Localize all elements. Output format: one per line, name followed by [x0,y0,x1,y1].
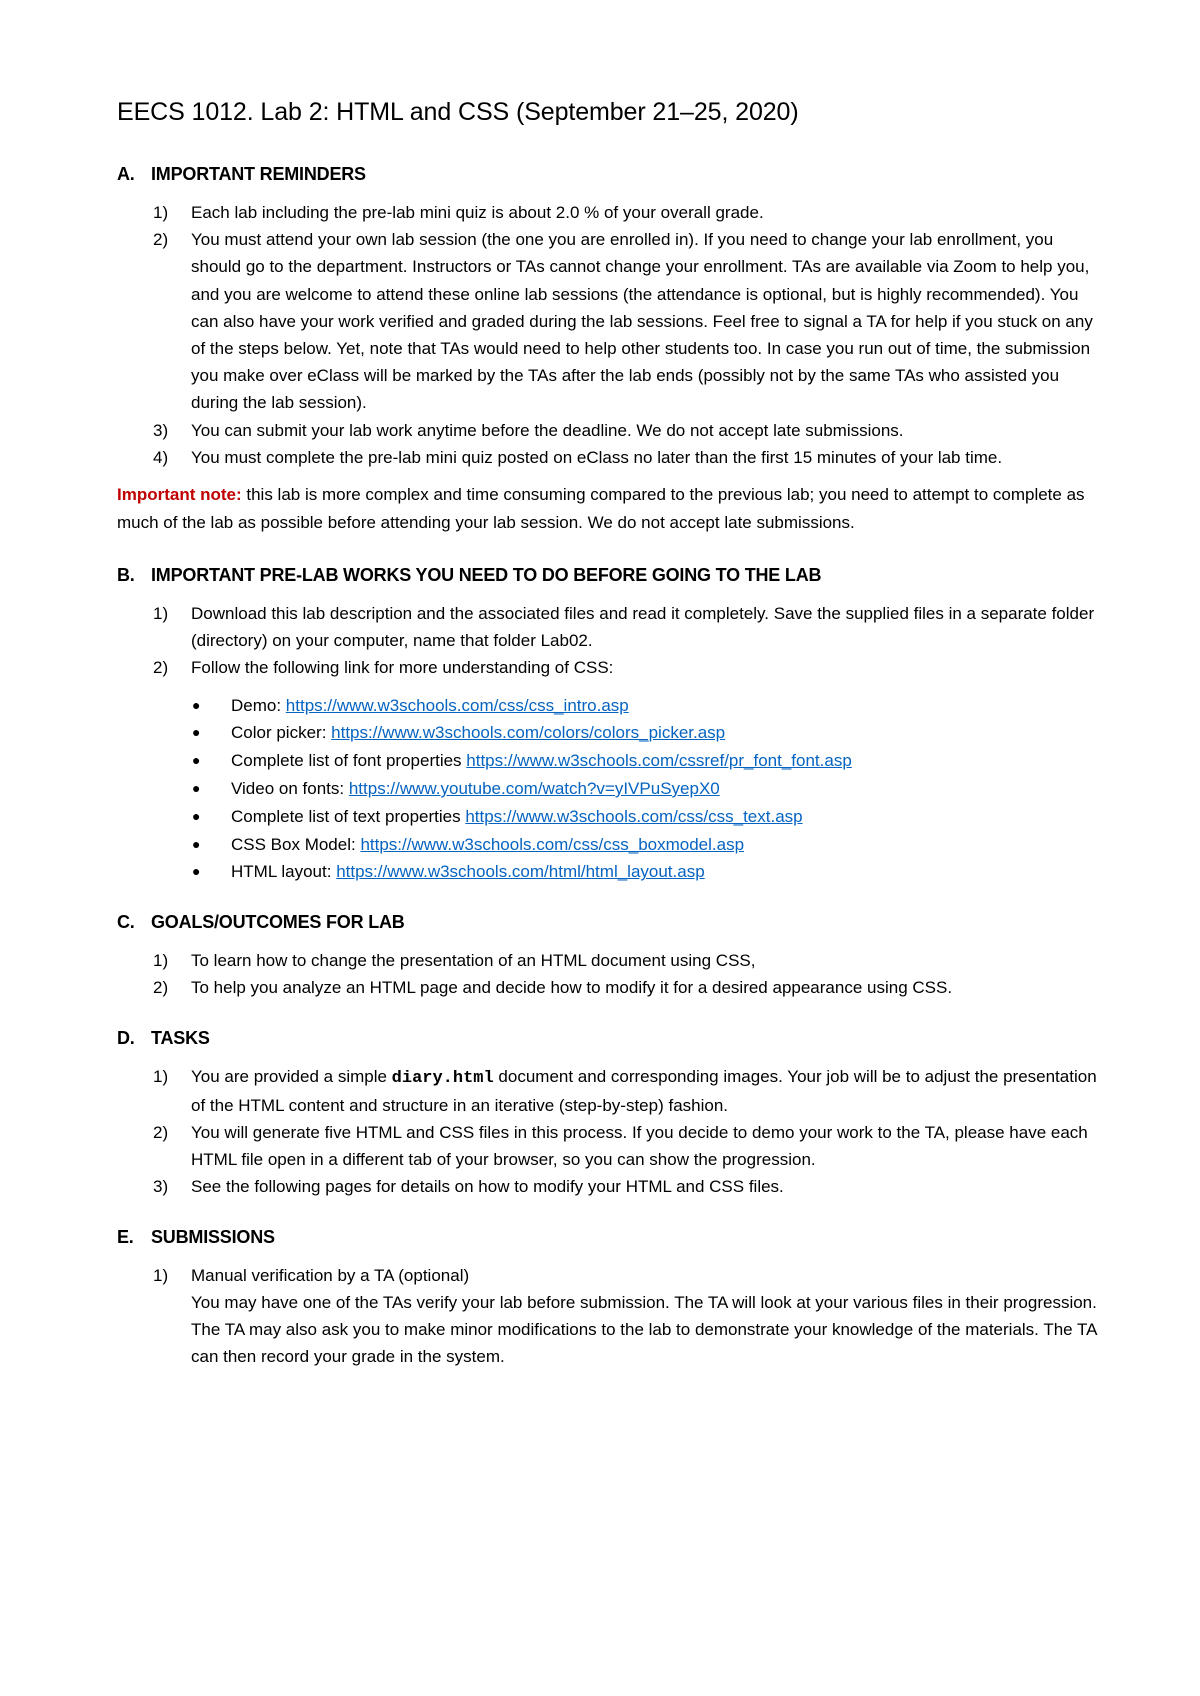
css-links-list [117,692,1102,887]
page-title: EECS 1012. Lab 2: HTML and CSS (September 21–25, 2020) [117,98,799,126]
pre-lab-list [117,600,1102,682]
section-heading [117,1227,1102,1248]
list-item [117,444,1102,471]
link-box-model[interactable]: https://www.w3schools.com/css/css_boxmodel.asp [360,834,745,854]
section-goals [117,912,1102,1001]
link-item-video-fonts [117,775,1102,803]
link-item-font-properties [117,747,1102,775]
tasks-list [117,1063,1102,1201]
item-text: Download this lab description and the associated files and read it completely. Save the supplied files in a separate folder (directory) on your computer, name that folder Lab02. [191,604,1095,651]
link-label: Demo: [231,695,286,715]
item-number: 3) [153,420,169,440]
item-text: To learn how to change the presentation of an HTML document using CSS, [191,951,756,971]
list-item [117,1173,1102,1200]
section-tasks [117,1028,1102,1201]
section-heading [117,164,1102,185]
link-label: CSS Box Model: [231,834,361,854]
section-letter: C. [117,912,135,933]
link-video-fonts[interactable]: https://www.youtube.com/watch?v=yIVPuSyepX0 [348,779,720,799]
link-label: Complete list of font properties [231,751,467,771]
item-text: You can submit your lab work anytime before the deadline. We do not accept late submissions. [191,420,904,440]
bullet-icon: ● [192,696,201,713]
link-label: Color picker: [231,723,332,743]
item-number: 1) [153,951,169,971]
item-number: 2) [153,1123,169,1143]
link-font-properties[interactable]: https://www.w3schools.com/cssref/pr_font_font.asp [466,751,852,771]
section-heading [117,912,1102,933]
goals-list [117,947,1102,1001]
item-text: You must complete the pre-lab mini quiz posted on eClass no later than the first 15 minutes of your lab time. [191,447,1003,467]
reminders-list [117,199,1102,471]
list-item [117,1063,1102,1119]
section-important-reminders [117,164,1102,537]
item-number: 2) [153,230,169,250]
link-demo[interactable]: https://www.w3schools.com/css/css_intro.asp [285,695,629,715]
link-color-picker[interactable]: https://www.w3schools.com/colors/colors_picker.asp [331,723,726,743]
list-item [117,417,1102,444]
section-title: IMPORTANT REMINDERS [151,164,366,184]
link-label: HTML layout: [231,862,337,882]
list-item [117,974,1102,1001]
item-number: 2) [153,978,169,998]
link-text-properties[interactable]: https://www.w3schools.com/css/css_text.asp [465,806,803,826]
link-item-demo [117,692,1102,720]
item-text: You will generate five HTML and CSS files in this process. If you decide to demo your work to the TA, please have each HTML file open in a different tab of your browser, so you can show the progression. [191,1123,1088,1170]
link-item-color-picker [117,719,1102,747]
item-number: 1) [153,203,169,222]
section-heading [117,565,1102,586]
list-item [117,1262,1102,1371]
item-number: 4) [153,447,169,467]
link-html-layout[interactable]: https://www.w3schools.com/html/html_layout.asp [336,862,705,882]
bullet-icon: ● [192,724,201,741]
submissions-list [117,1262,1102,1371]
item-number: 3) [153,1177,169,1197]
section-submissions [117,1227,1102,1371]
list-item [117,199,1102,226]
section-pre-lab-works [117,565,1102,886]
list-item [117,226,1102,416]
link-item-box-model [117,831,1102,859]
link-label: Video on fonts: [231,779,349,799]
bullet-icon: ● [192,752,201,769]
item-text: Each lab including the pre-lab mini quiz is about 2.0 % of your overall grade. [191,203,764,222]
item-text-pre: You are provided a simple [191,1066,392,1086]
list-item [117,654,1102,681]
section-title: IMPORTANT PRE-LAB WORKS YOU NEED TO DO BEFORE GOING TO THE LAB [151,565,822,586]
item-number: 1) [153,1066,169,1086]
important-note-label: Important note: [117,485,242,505]
list-item [117,1119,1102,1173]
link-item-html-layout [117,858,1102,886]
item-text: Follow the following link for more understanding of CSS: [191,658,614,678]
link-item-text-properties [117,803,1102,831]
item-text: You must attend your own lab session (the one you are enrolled in). If you need to change your lab enrollment, you should go to the department. Instructors or TAs cannot change your enrollment. TAs are available via Zoom to help you, and you are welcome to attend these online lab sessions (the attendance is optional, but is highly recommended). You can also have your work verified and graded during the lab sessions. Feel free to signal a TA for help if you stuck on any of the steps below. Yet, note that TAs would need to help other students too. In case you run out of time, the submission you make over eClass will be marked by the TAs after the lab ends (possibly not by the same TAs who assisted you during the lab session). [191,230,1093,413]
section-title: GOALS/OUTCOMES FOR LAB [151,912,405,933]
bullet-icon: ● [192,863,201,880]
section-letter: A. [117,164,135,184]
section-letter: D. [117,1027,135,1048]
bullet-icon: ● [192,807,201,824]
item-text: You may have one of the TAs verify your lab before submission. The TA will look at your various files in their progression. The TA may also ask you to make minor modifications to the lab to demonstrate your knowledge of the materials. The TA can then record your grade in the system. [191,1292,1097,1367]
important-note [117,481,1102,537]
document-page [117,98,1102,1396]
item-subheading: Manual verification by a TA (optional) [191,1265,470,1285]
item-number: 2) [153,658,169,678]
section-title: SUBMISSIONS [151,1226,275,1247]
section-letter: B. [117,565,135,586]
item-text: See the following pages for details on how to modify your HTML and CSS files. [191,1177,784,1197]
item-number: 1) [153,604,169,624]
bullet-icon: ● [192,835,201,852]
list-item [117,600,1102,654]
link-label: Complete list of text properties [231,806,466,826]
item-number: 1) [153,1265,169,1285]
list-item [117,947,1102,974]
filename-code: diary.html [391,1068,494,1088]
item-text-post: document and corresponding images. Your job will be to adjust the presentation of the HTML content and structure in an iterative (step-by-step) fashion. [191,1066,1097,1115]
item-text: To help you analyze an HTML page and decide how to modify it for a desired appearance using CSS. [191,978,953,998]
section-letter: E. [117,1226,134,1247]
bullet-icon: ● [192,780,201,797]
section-heading [117,1028,1102,1049]
section-title: TASKS [151,1027,210,1048]
important-note-text: this lab is more complex and time consuming compared to the previous lab; you need to attempt to complete as much of the lab as possible before attending your lab session. We do not accept late submissions. [117,485,1085,533]
